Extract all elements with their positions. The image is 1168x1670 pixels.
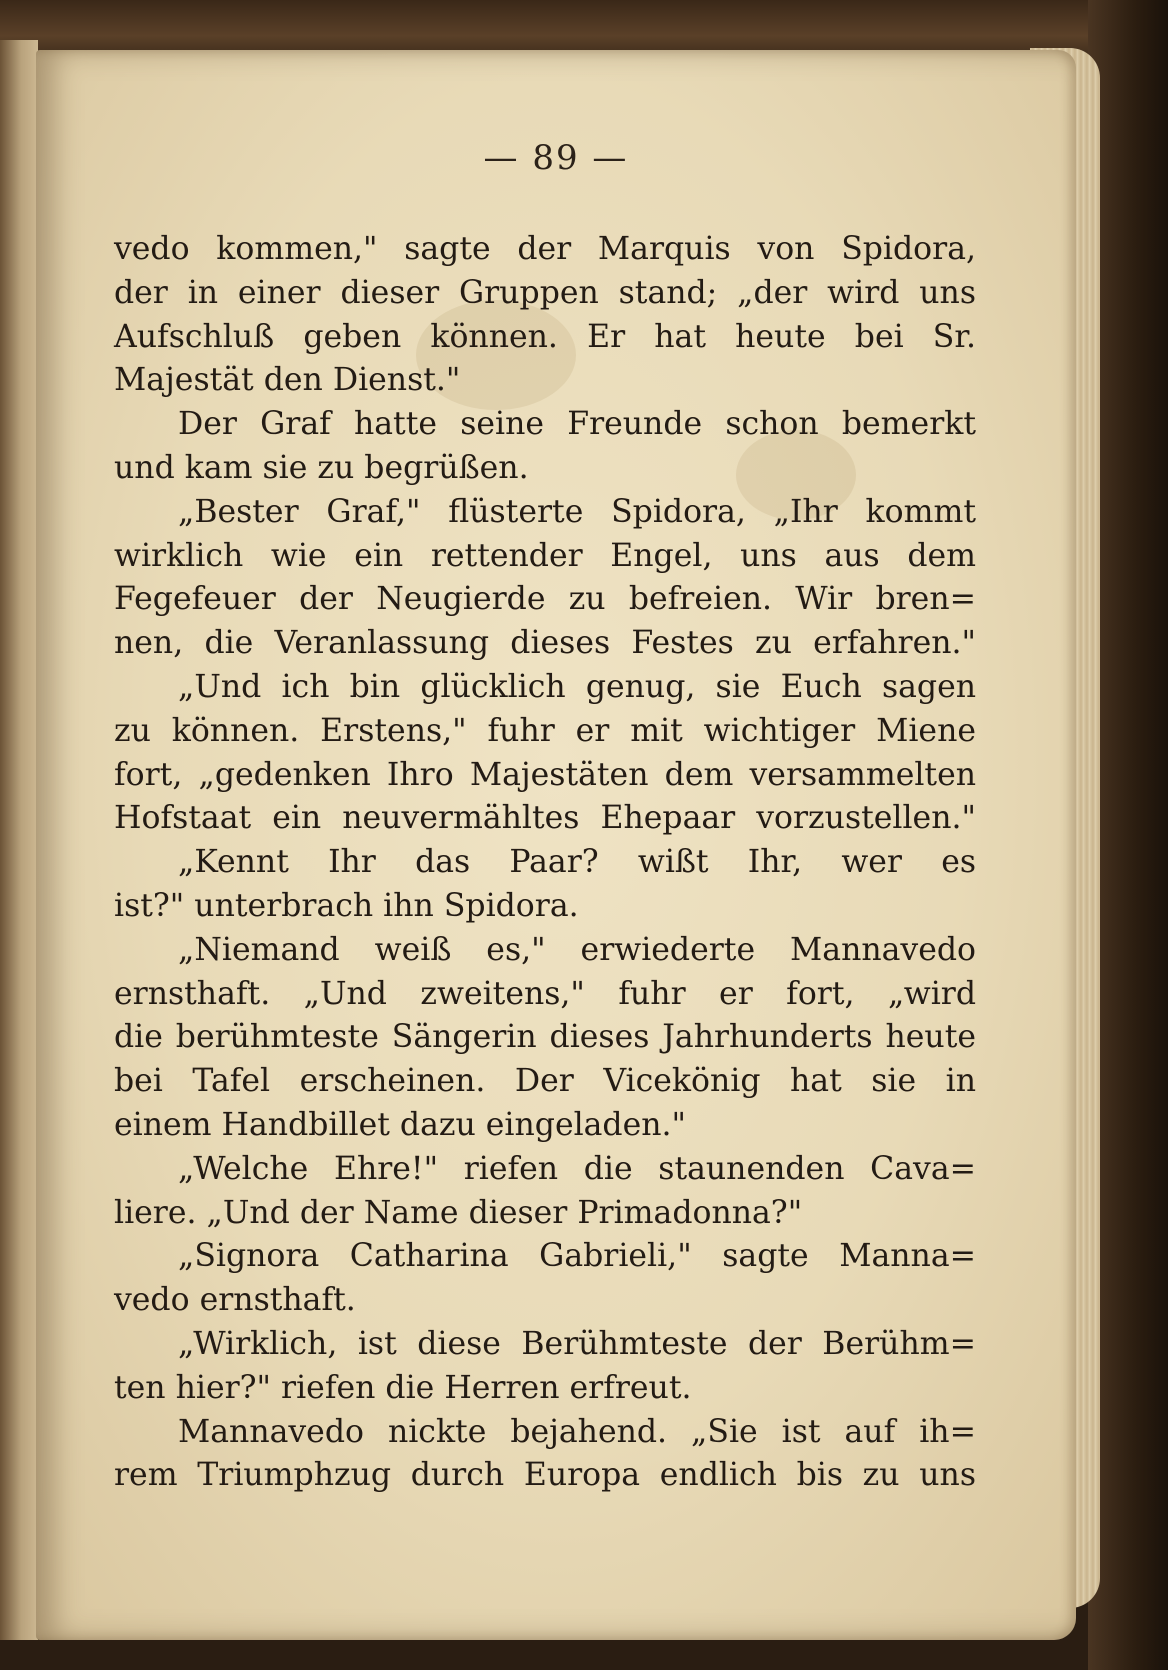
text-line: Hofstaat ein neuvermähltes Ehepaar vorzustellen." [114,800,976,837]
text-line: zu können. Erstens," fuhr er mit wichtiger Miene [114,712,976,749]
text-line: „Niemand weiß es," erwiederte Mannavedo [178,931,976,968]
book-page [36,50,1076,1640]
text-line: ten hier?" riefen die Herren erfreut. [114,1369,692,1406]
text-line: „Wirklich, ist diese Berühmteste der Berühm= [178,1325,976,1362]
text-line: „Welche Ehre!" riefen die staunenden Cava= [178,1150,976,1187]
page-number: — 89 — [483,138,629,178]
book-cover-edge [1088,0,1168,1670]
text-line: „Bester Graf," flüsterte Spidora, „Ihr kommt [178,493,976,530]
text-line: fort, „gedenken Ihro Majestäten dem versammelten [114,756,976,793]
text-line: „Und ich bin glücklich genug, sie Euch sagen [178,668,976,705]
text-line: vedo kommen," sagte der Marquis von Spidora, [114,231,976,267]
text-line: der in einer dieser Gruppen stand; „der wird uns [114,274,976,311]
text-line: bei Tafel erscheinen. Der Vicekönig hat sie in [114,1063,976,1100]
text-line: vedo ernsthaft. [114,1282,356,1319]
text-line: Fegefeuer der Neugierde zu befreien. Wir bren= [114,581,976,618]
text-line: einem Handbillet dazu eingeladen." [114,1106,687,1143]
text-line: liere. „Und der Name dieser Primadonna?" [114,1194,803,1231]
text-line: Der Graf hatte seine Freunde schon bemerkt [178,406,976,443]
body-text [114,228,976,1498]
book-spine [0,40,38,1640]
text-line: „Signora Catharina Gabrieli," sagte Manna= [178,1238,976,1275]
text-line: und kam sie zu begrüßen. [114,449,529,486]
text-line: Mannavedo nickte bejahend. „Sie ist auf ih= [178,1413,976,1450]
text-line: ist?" unterbrach ihn Spidora. [114,887,579,924]
text-line: „Kennt Ihr das Paar? wißt Ihr, wer es [178,844,976,881]
text-line: Aufschluß geben können. Er hat heute bei Sr. [114,318,976,355]
text-line: wirklich wie ein rettender Engel, uns aus dem [114,537,976,574]
text-line: rem Triumphzug durch Europa endlich bis zu uns [114,1457,976,1494]
text-line: die berühmteste Sängerin dieses Jahrhunderts heute [114,1019,976,1056]
text-line: nen, die Veranlassung dieses Festes zu erfahren." [114,625,976,662]
text-line: Majestät den Dienst." [114,362,461,399]
text-line: ernsthaft. „Und zweitens," fuhr er fort, „wird [114,975,976,1012]
